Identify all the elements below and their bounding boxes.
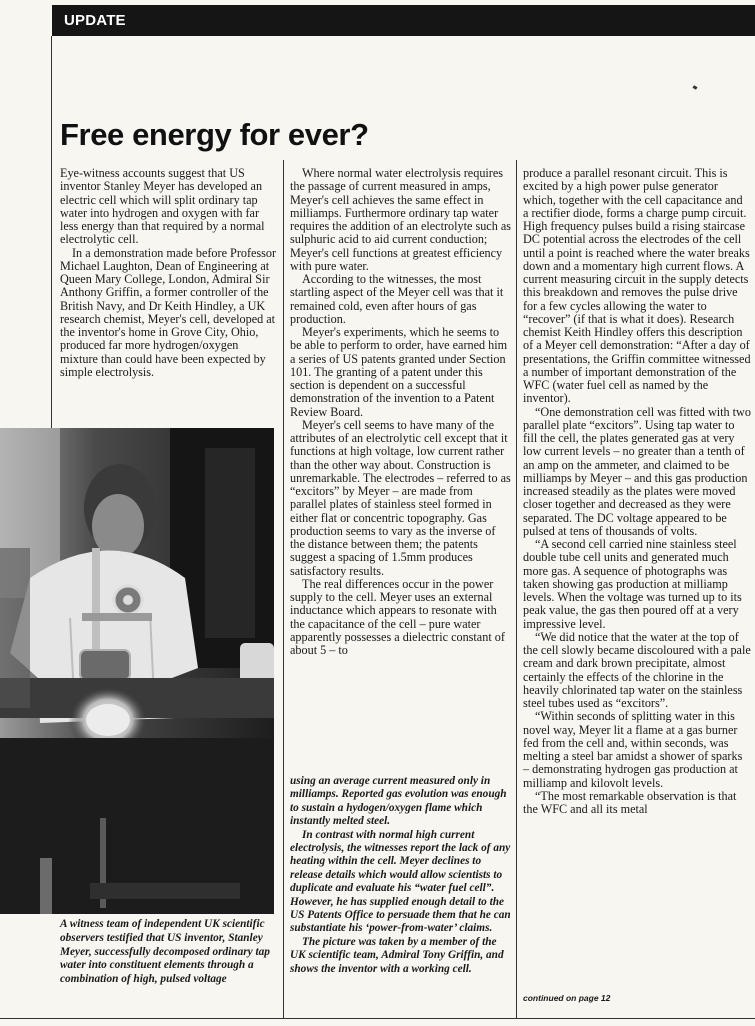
paragraph: Meyer's experiments, which he seems to be able to perform to order, have earned him a series of US patents granted under Section 101. The granting of a patent under this section is dependent on a successful demonstration of the invention to a Patent Review Board. bbox=[290, 325, 508, 419]
print-speck bbox=[693, 85, 698, 90]
column-divider bbox=[283, 160, 284, 1018]
photo-note-column bbox=[290, 775, 512, 976]
paragraph: The picture was taken by a member of the UK scientific team, Admiral Tony Griffin, and shows the inventor with a working cell. bbox=[290, 935, 504, 975]
paragraph: Where normal water electrolysis requires the passage of current measured in amps, Meyer's cell achieves the same effect in milliamps. Furthermore ordinary tap water requires the addition of an electrolyte such as sulphuric acid to aid current conduction; Meyer's cell functions at greatest efficiency with pure water. bbox=[290, 166, 511, 273]
paragraph: produce a parallel resonant circuit. This is excited by a high power pulse generator which, together with the cell capacitance and a rectifier diode, forms a charge pump circuit. High frequency pulses build a rising staircase DC potential across the electrodes of the cell until a point is reached where the water breaks down and a momentary high current flows. A current measuring circuit in the supply detects this breakdown and removes the pulse drive for a few cycles allowing the water to “recover” (if that is what it does). Research chemist Keith Hindley offers this description of a Meyer cell demonstration: “After a day of presentations, the Griffin committee witnessed a number of important demonstration of the WFC (water fuel cell as named by the inventor). bbox=[523, 166, 751, 406]
continued-link[interactable]: continued on page 12 bbox=[523, 993, 611, 1003]
paragraph: The real differences occur in the power supply to the cell. Meyer uses an external inductance which appears to resonate with the capacitance of the cell – pure water apparently possesses a dielectric constant of about 5 – to bbox=[290, 576, 505, 657]
paragraph: Eye-witness accounts suggest that US inventor Stanley Meyer has developed an electric cell which will split ordinary tap water into hydrogen and oxygen with far less energy than that required by a normal electrolytic cell. bbox=[60, 166, 265, 247]
paragraph: “The most remarkable observation is that the WFC and all its metal bbox=[523, 788, 737, 816]
photo-caption: A witness team of independent UK scientific observers testified that US inventor, Stanley Meyer, successfully decomposed ordinary tap water into constituent elements through a combination of high, pulsed voltage bbox=[60, 918, 270, 986]
paragraph: “We did notice that the water at the top of the cell slowly became discoloured with a pale cream and dark brown precipitate, almost certainly the effects of the chlorine in the heavily chlorinated tap water on the stainless steel tubes used as “excitors”. bbox=[523, 629, 751, 710]
paragraph: Meyer's cell seems to have many of the attributes of an electrolytic cell except that it functions at high voltage, low current rather than the other way about. Construction is unremarkable. The electrodes – referred to as “excitors” by Meyer – are made from parallel plates of stainless steel formed in either flat or concentric topography. Gas production seems to vary as the inverse of the distance between them; the patents suggest a spacing of 1.5mm produces satisfactory results. bbox=[290, 417, 511, 578]
frame-rule-bottom bbox=[0, 1018, 755, 1019]
paragraph: “One demonstration cell was fitted with two parallel plate “excitors”. Using tap water to fill the cell, the plates generated gas at very low current levels – no greater than a tenth of an amp on the ammeter, and claimed to be milliamps by Meyer – and this gas production increased steadily as the plates were moved closer together and decreased as they were separated. The DC voltage appeared to be pulsed at tens of thousands of volts. bbox=[523, 404, 751, 538]
article-headline: Free energy for ever? bbox=[60, 117, 369, 152]
article-column-1 bbox=[60, 167, 278, 379]
article-column-3 bbox=[523, 167, 751, 816]
paragraph: “Within seconds of splitting water in this novel way, Meyer lit a flame at a gas burner fed from the cell and, within seconds, was melting a steel bar amidst a shower of sparks – demonstrating hydrogen gas production at milliamp and kilovolt levels. bbox=[523, 709, 743, 790]
inventor-photo-icon bbox=[0, 428, 274, 914]
paragraph: using an average current measured only in milliamps. Reported gas evolution was enough to sustain a hydogen/oxygen flame which instantly melted steel. bbox=[290, 775, 507, 828]
section-header-bar bbox=[52, 5, 755, 36]
column-divider bbox=[516, 160, 517, 1018]
inventor-photo bbox=[0, 428, 274, 914]
paragraph: “A second cell carried nine stainless steel double tube cell units and generated much more gas. A sequence of photographs was taken showing gas production at milliamp levels. When the voltage was turned up to its peak value, the gas then poured off at a very impressive level. bbox=[523, 537, 742, 631]
paragraph: In contrast with normal high current electrolysis, the witnesses report the lack of any heating within the cell. Meyer declines to release details which would allow scientists to duplicate and evaluate his “water fuel cell”. However, he has supplied enough detail to the US Patents Office to persuade them that he can substantiate his ‘power-from-water’ claims. bbox=[290, 828, 511, 935]
article-column-2 bbox=[290, 167, 512, 657]
frame-rule-left bbox=[51, 36, 52, 428]
paragraph: According to the witnesses, the most startling aspect of the Meyer cell was that it remained cold, even after hours of gas production. bbox=[290, 272, 504, 326]
paragraph: In a demonstration made before Professor Michael Laughton, Dean of Engineering at Queen Mary College, London, Admiral Sir Anthony Griffin, a former controller of the British Navy, and Dr Keith Hindley, a UK research chemist, Meyer's cell, developed at the inventor's home in Grove City, Ohio, produced far more hydrogen/oxygen mixture than could have been expected by simple electrolysis. bbox=[60, 245, 277, 379]
section-label: UPDATE bbox=[64, 12, 126, 29]
